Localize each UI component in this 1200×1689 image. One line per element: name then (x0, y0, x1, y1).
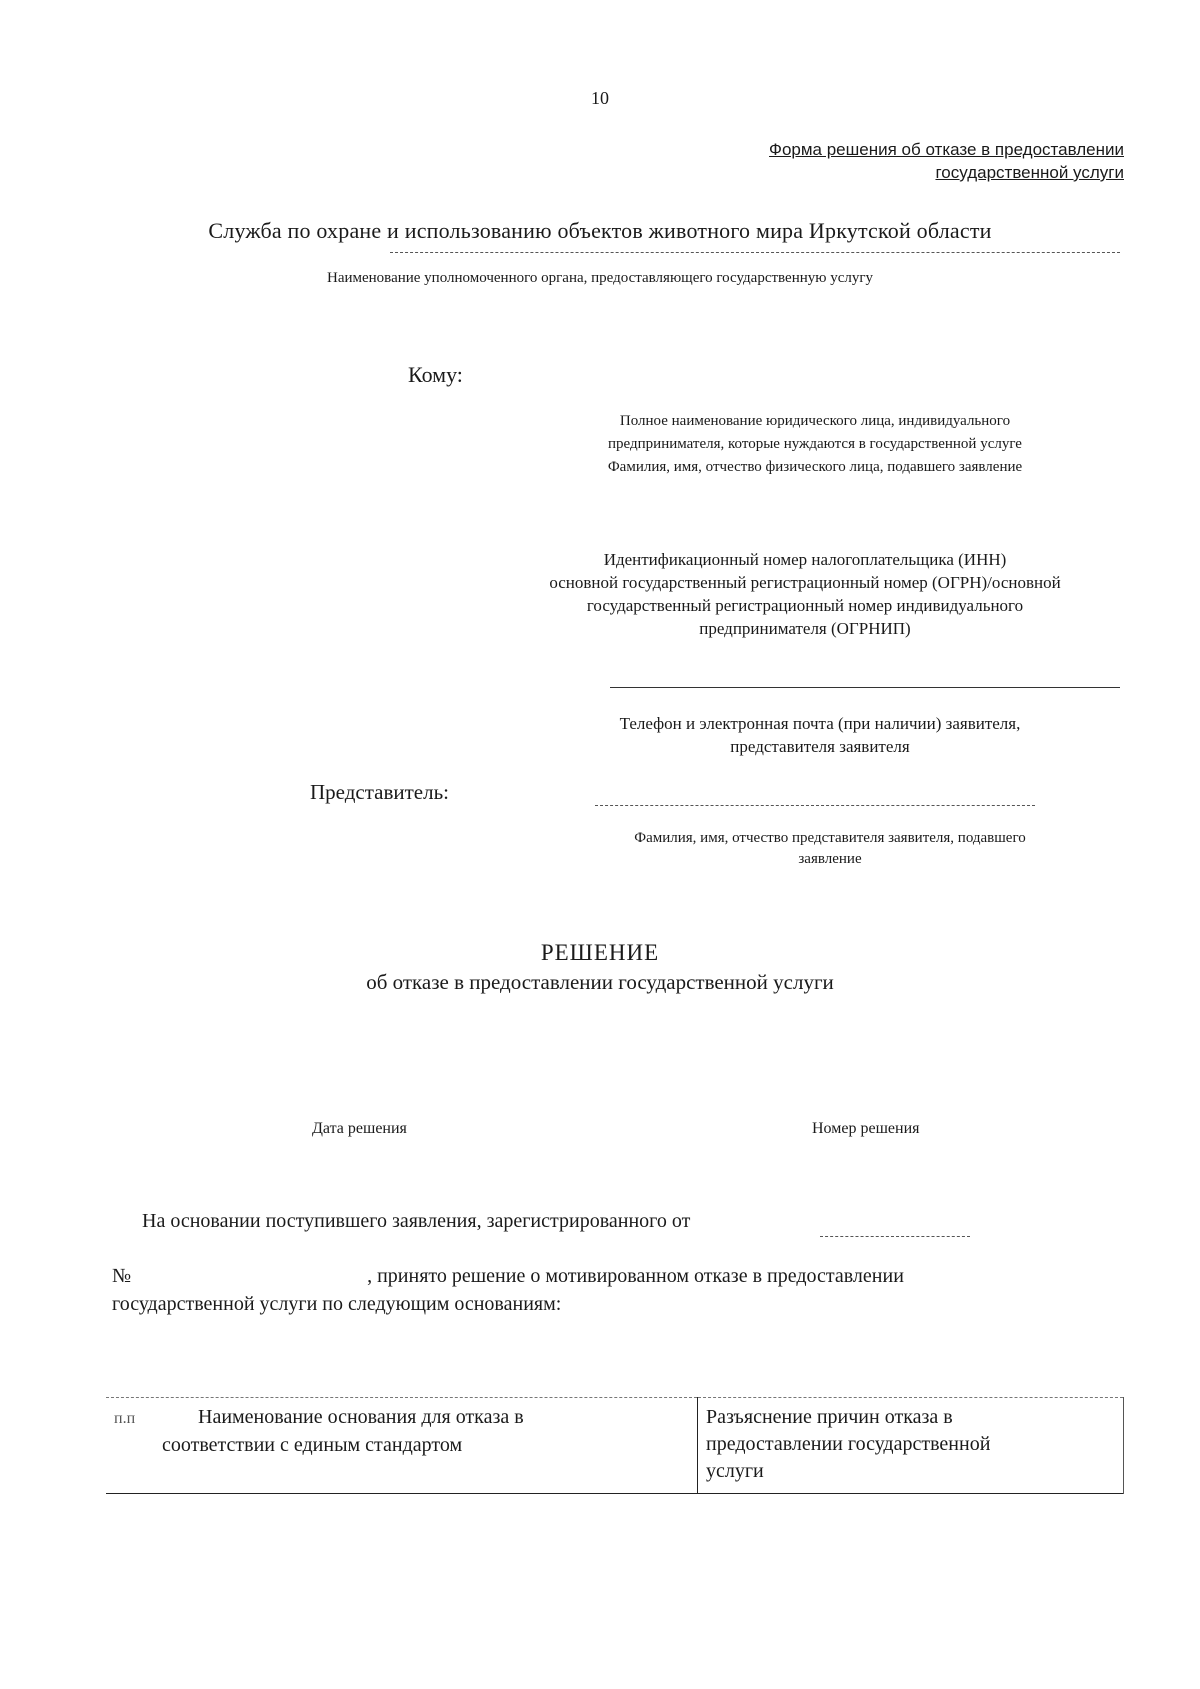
explanation-header-line2: предоставлении государственной (706, 1433, 991, 1455)
decision-paragraph (112, 1262, 1112, 1318)
table-empty-cell-1 (106, 1491, 698, 1494)
form-title-line1: Форма решения об отказе в предоставлении (769, 140, 1124, 159)
organization-name: Служба по охране и использованию объектов животного мира Иркутской области (208, 218, 992, 243)
form-title (604, 138, 1124, 184)
ids-line2: основной государственный регистрационный номер (ОГРН)/основной (549, 573, 1061, 592)
recipient-ids-caption (480, 548, 1130, 640)
representative-label: Представитель: (310, 780, 450, 804)
explanation-header-line3: услуги (706, 1460, 764, 1482)
phone-underline (610, 687, 1120, 688)
organization-caption: Наименование уполномоченного органа, предоставляющего государственную услугу (326, 270, 874, 286)
ids-line3: государственный регистрационный номер индивидуального (586, 596, 1024, 615)
representative-caption-line2: заявление (798, 851, 862, 867)
representative-caption (555, 828, 1105, 870)
explanation-header-line1: Разъяснение причин отказа в (706, 1406, 953, 1428)
ground-header-line1: Наименование основания для отказа в (198, 1406, 524, 1428)
page-number: 10 (591, 88, 609, 108)
basis-paragraph: На основании поступившего заявления, зарегистрированного от (142, 1210, 691, 1232)
recipient-caption-line2: предпринимателя, которые нуждаются в государственной услуге (608, 436, 1022, 452)
table-header-row (106, 1398, 1124, 1492)
table-header-ground (106, 1398, 698, 1492)
organization-underline (390, 252, 1120, 253)
table-empty-cell-2 (698, 1491, 1124, 1494)
form-title-line2: государственной услуги (935, 163, 1124, 182)
representative-caption-line1: Фамилия, имя, отчество представителя заявителя, подавшего (634, 830, 1026, 846)
representative-underline (595, 805, 1035, 806)
decision-date-label: Дата решения (312, 1120, 407, 1137)
recipient-caption-line3: Фамилия, имя, отчество физического лица, подавшего заявление (607, 459, 1023, 475)
refusal-grounds-table (106, 1397, 1124, 1494)
registration-date-blank (820, 1236, 970, 1237)
decision-title: РЕШЕНИЕ (540, 940, 660, 965)
decision-number-label: Номер решения (812, 1120, 920, 1137)
ground-header-line2: соответствии с единым стандартом (162, 1434, 463, 1456)
phone-line2: представителя заявителя (730, 737, 910, 756)
ids-line4: предпринимателя (ОГРНИП) (699, 619, 911, 638)
decision-subtitle: об отказе в предоставлении государственной услуги (366, 970, 834, 994)
ids-line1: Идентификационный номер налогоплательщика (ИНН) (603, 550, 1007, 569)
number-sign: № (112, 1265, 132, 1287)
phone-line1: Телефон и электронная почта (при наличии) заявителя, (619, 714, 1021, 733)
recipient-caption-line1: Полное наименование юридического лица, индивидуального (619, 413, 1011, 429)
table-header-explanation (698, 1398, 1124, 1492)
phone-caption (560, 712, 1080, 758)
row-number-header: п.п (114, 1410, 136, 1427)
decision-paragraph-part1: , принято решение о мотивированном отказе в предоставлении (367, 1265, 904, 1287)
recipient-name-caption (485, 410, 1145, 479)
table-empty-row (106, 1491, 1124, 1494)
decision-paragraph-part2: государственной услуги по следующим основаниям: (112, 1293, 562, 1315)
recipient-label: Кому: (408, 362, 463, 387)
